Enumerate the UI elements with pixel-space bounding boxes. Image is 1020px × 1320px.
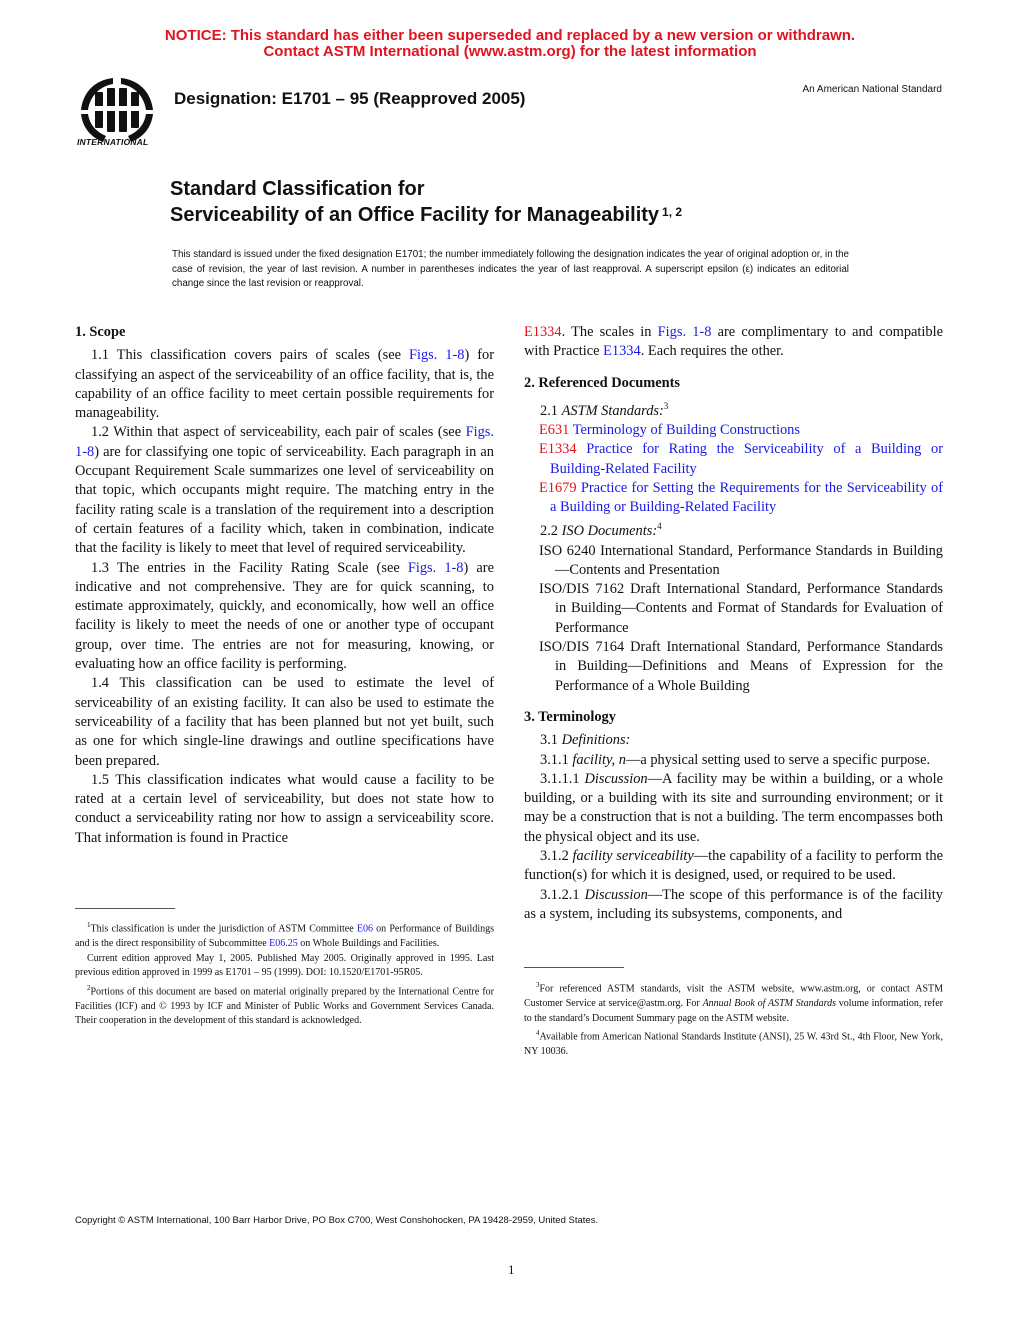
footnote-4: $^4$Available from American National Standards Institute (ANSI), 25 W. 43rd St., 4th Floor, New York, NY 10036. <box>524 1029 943 1058</box>
refdocs-heading: 2. Referenced Documents <box>524 374 680 391</box>
issue-note: This standard is issued under the fixed designation E1701; the number immediately following the designation indicates the year of original adoption or, in the case of revision, the year of last revision. A number in parentheses indicates the year of last reapproval. A superscript epsilon (ε) indicates an editorial change since the last revision or reapproval. <box>172 249 849 290</box>
footnote-1: $^1$This classification is under the jurisdiction of ASTM Committee E06 on Performance of Buildings and is the direct responsibility of Subcommittee E06.25 on Whole Buildings and Facilities. <box>75 921 494 949</box>
para-1-2: 1.2 Within that aspect of serviceability, each pair of scales (see Figs. 1-8) are for classifying one topic of serviceability. Each paragraph in an Occupant Requirement Scale summarizes one level of serviceability on that topic, which occupants might require. The matching entry in the facility rating scale is a translation of the requirement into a description of certain features of a facility which, taken in combination, indicate that the facility is likely to meet that level of required serviceability. <box>75 424 494 557</box>
footnote-rule-right <box>524 967 624 968</box>
page-title <box>170 176 682 228</box>
definitions-label: 3.1 Definitions: <box>540 732 631 749</box>
astm-standards-label: 2.1 ASTM Standards:$^3$ <box>540 400 669 419</box>
footnote-3: $^3$For referenced ASTM standards, visit the ASTM website, www.astm.org, or contact ASTM Customer Service at service@astm.org. For Annual Book of ASTM Standards volume information, refer to the standard’s Document Summary page on the ASTM website. <box>524 981 943 1024</box>
logo-text: INTERNATIONAL <box>77 137 149 147</box>
def-3-1-2: 3.1.2 facility serviceability—the capability of a facility to perform the function(s) for which it is designed, used, or required to be used. <box>524 848 943 884</box>
iso-7162: ISO/DIS 7162 Draft International Standard, Performance Standards in Building—Contents and Format of Standards for Evaluation of Performance <box>539 581 943 636</box>
subcommittee-link[interactable]: E06.25 <box>269 937 298 949</box>
footnote-2: $^2$Portions of this document are based on material originally prepared by the International Centre for Facilities (ICF) and © 1993 by ICF and Minister of Public Works and Government Services Canada. Their cooperation in the development of this standard is acknowledged. <box>75 983 494 1027</box>
para-1-3: 1.3 The entries in the Facility Rating Scale (see Figs. 1-8) are indicative and not comprehensive. They are for quick scanning, to estimate approximately, quickly, and economically, how well an office facility is likely to meet the needs of one or another type of occupant group, over time. The entries are not for measuring, knowing, or evaluating how an office facility is performing. <box>75 559 494 673</box>
para-1-1: 1.1 This classification covers pairs of scales (see Figs. 1-8) for classifying an aspect of the serviceability of an office facility, that is, the capability of an office facility to meet certain possible requirements for manageability. <box>75 347 495 422</box>
scope-heading: 1. Scope <box>75 324 126 340</box>
def-3-1-1: 3.1.1 facility, n—a physical setting used to serve a specific purpose. <box>540 751 931 768</box>
ref-e631[interactable]: E631 Terminology of Building Constructions <box>539 421 800 438</box>
ref-e1679[interactable]: E1679 Practice for Setting the Requirements for the Serviceability of a Building or Building-Related Facility <box>539 479 943 516</box>
practice-link[interactable]: E1334 <box>524 324 562 340</box>
title-line-1: Standard Classification for <box>170 178 425 200</box>
terminology-heading: 3. Terminology <box>524 708 616 725</box>
footnote-rule-left <box>75 908 175 909</box>
notice-line-1: NOTICE: This standard has either been superseded and replaced by a new version or withdrawn. <box>164 27 856 44</box>
title-line-2 <box>170 202 682 228</box>
figs-link[interactable]: Figs. 1-8 <box>657 324 712 340</box>
footnotes-left <box>75 918 494 1029</box>
para-1-5: 1.5 This classification indicates what would cause a facility to be rated at a certain level of serviceability, but does not state how to conduct a serviceability rating nor how to assign a serviceability score. That information is found in Practice <box>75 771 494 846</box>
copyright: Copyright © ASTM International, 100 Barr Harbor Drive, PO Box C700, West Conshohocken, PA 19428-2959, United States. <box>75 1215 599 1226</box>
national-standard-label: An American National Standard <box>802 84 942 95</box>
right-column <box>524 323 943 924</box>
left-column <box>75 323 494 848</box>
title-footnote-ref: 1, 2 <box>662 205 683 219</box>
def-3-1-2-1: 3.1.2.1 Discussion—The scope of this performance is of the facility as a system, including its subsystems, components, and <box>524 886 943 922</box>
designation: Designation: E1701 – 95 (Reapproved 2005) <box>174 89 526 108</box>
para-1-5-cont: E1334. The scales in Figs. 1-8 are complimentary to and compatible with Practice E1334. Each requires the other. <box>524 324 943 360</box>
ref-e1334[interactable]: E1334 Practice for Rating the Serviceability of a Building or Building-Related Facility <box>539 441 943 477</box>
page-number: 1 <box>508 1262 515 1277</box>
para-1-4: 1.4 This classification can be used to estimate the level of serviceability of an existing facility. It can also be used to estimate the serviceability of a facility that has been planned but not yet built, such as one for which single-line drawings and outline specifications have been prepared. <box>75 675 494 769</box>
figs-link[interactable]: Figs. 1-8 <box>407 559 464 576</box>
notice-line-2: Contact ASTM International (www.astm.org) for the latest information <box>263 43 757 60</box>
figs-link[interactable]: Figs. 1-8 <box>408 347 465 364</box>
practice-link[interactable]: E1334 <box>603 343 641 360</box>
footnote-1-edition: Current edition approved May 1, 2005. Published May 2005. Originally approved in 1995. Last previous edition approved in 1999 as E1701 – 95 (1999). DOI: 10.1520/E1701-95R05. <box>75 952 494 979</box>
iso-documents-label: 2.2 ISO Documents:$^4$ <box>540 521 662 540</box>
committee-link[interactable]: E06 <box>356 923 373 935</box>
footnotes-right <box>524 978 943 1060</box>
figs-link[interactable]: Figs. 1-8 <box>75 424 494 460</box>
iso-6240: ISO 6240 International Standard, Performance Standards in Building—Contents and Presentation <box>539 542 943 578</box>
def-3-1-1-1: 3.1.1.1 Discussion—A facility may be within a building, or a whole building, or a building with its site and surrounding environment; or it may be a construction that is not a building. The term encompasses both the physical object and its use. <box>524 770 943 845</box>
iso-7164: ISO/DIS 7164 Draft International Standard, Performance Standards in Building—Definitions and Means of Expression for the Performance of a Whole Building <box>539 639 943 694</box>
title-line-2-text: Serviceability of an Office Facility for Manageability <box>170 204 660 226</box>
